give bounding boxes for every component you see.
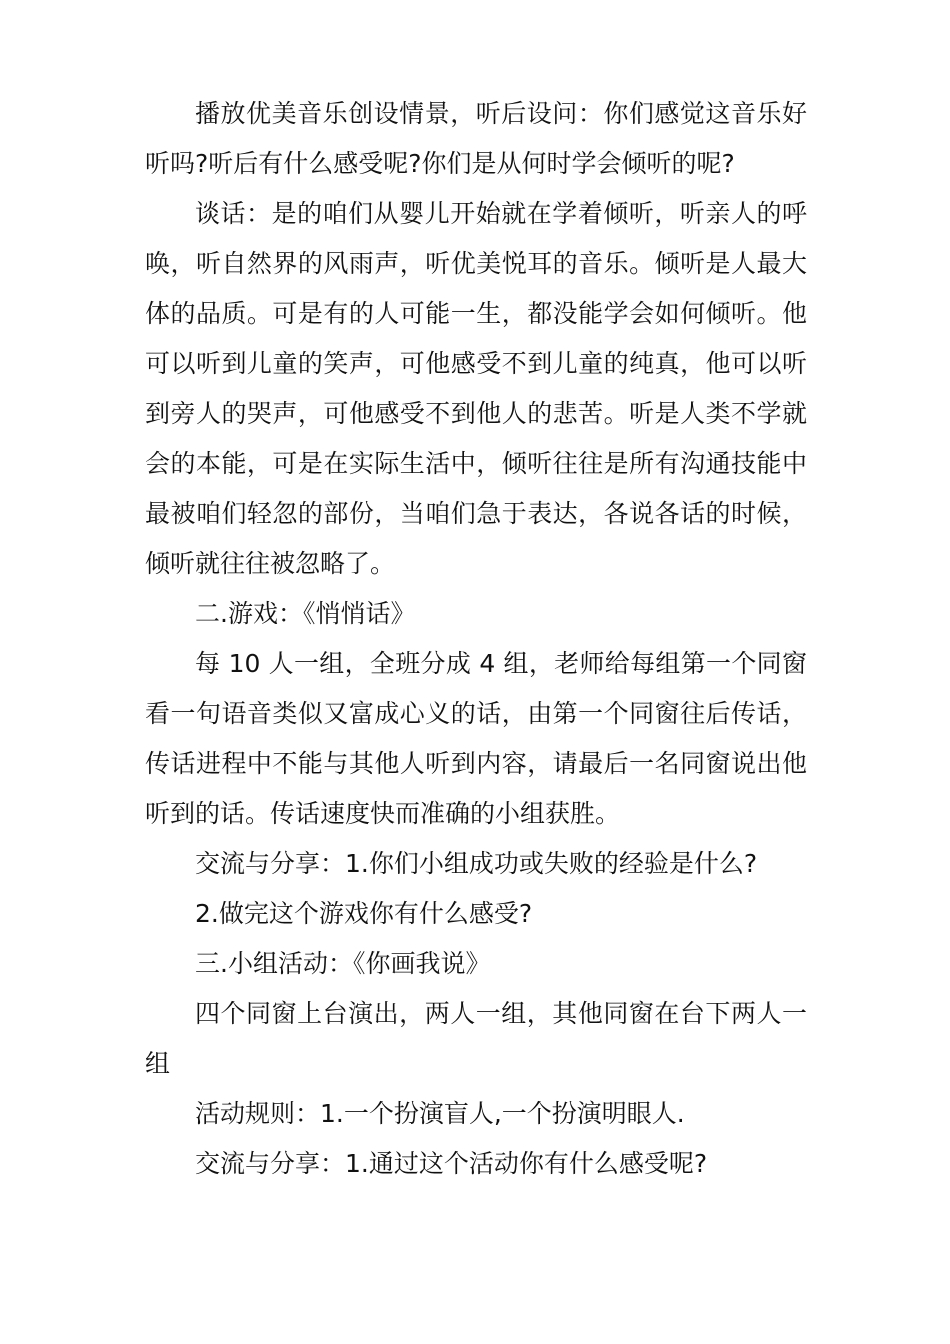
paragraph-intro-music: 播放优美音乐创设情景，听后设问：你们感觉这音乐好听吗?听后有什么感受呢?你们是从何时学会倾听的呢? [145, 99, 807, 178]
section-heading-game: 二.游戏：《悄悄话》 [195, 599, 416, 628]
paragraph-activity-rules: 活动规则：1.一个扮演盲人,一个扮演明眼人. [195, 1099, 685, 1128]
paragraph-activity-setup: 四个同窗上台演出，两人一组，其他同窗在台下两人一组 [145, 999, 807, 1078]
paragraph-share-question-1: 交流与分享：1.你们小组成功或失败的经验是什么? [195, 849, 758, 878]
section-heading-group-activity: 三.小组活动：《你画我说》 [195, 949, 491, 978]
paragraph-activity-share: 交流与分享：1.通过这个活动你有什么感受呢? [195, 1149, 708, 1178]
paragraph-share-question-2: 2.做完这个游戏你有什么感受? [195, 899, 533, 928]
document-page [145, 89, 807, 1189]
paragraph-game-rules: 每 10 人一组，全班分成 4 组，老师给每组第一个同窗看一句语音类似又富成心义的话，由第一个同窗往后传话，传话进程中不能与其他人听到内容，请最后一名同窗说出他听到的话。传话速度快而准确的小组获胜。 [145, 649, 807, 828]
paragraph-talk: 谈话：是的咱们从婴儿开始就在学着倾听，听亲人的呼唤，听自然界的风雨声，听优美悦耳的音乐。倾听是人最大体的品质。可是有的人可能一生，都没能学会如何倾听。他可以听到儿童的笑声，可他感受不到儿童的纯真，他可以听到旁人的哭声，可他感受不到他人的悲苦。听是人类不学就会的本能，可是在实际生活中，倾听往往是所有沟通技能中最被咱们轻忽的部份，当咱们急于表达，各说各话的时候，倾听就往往被忽略了。 [145, 199, 807, 578]
